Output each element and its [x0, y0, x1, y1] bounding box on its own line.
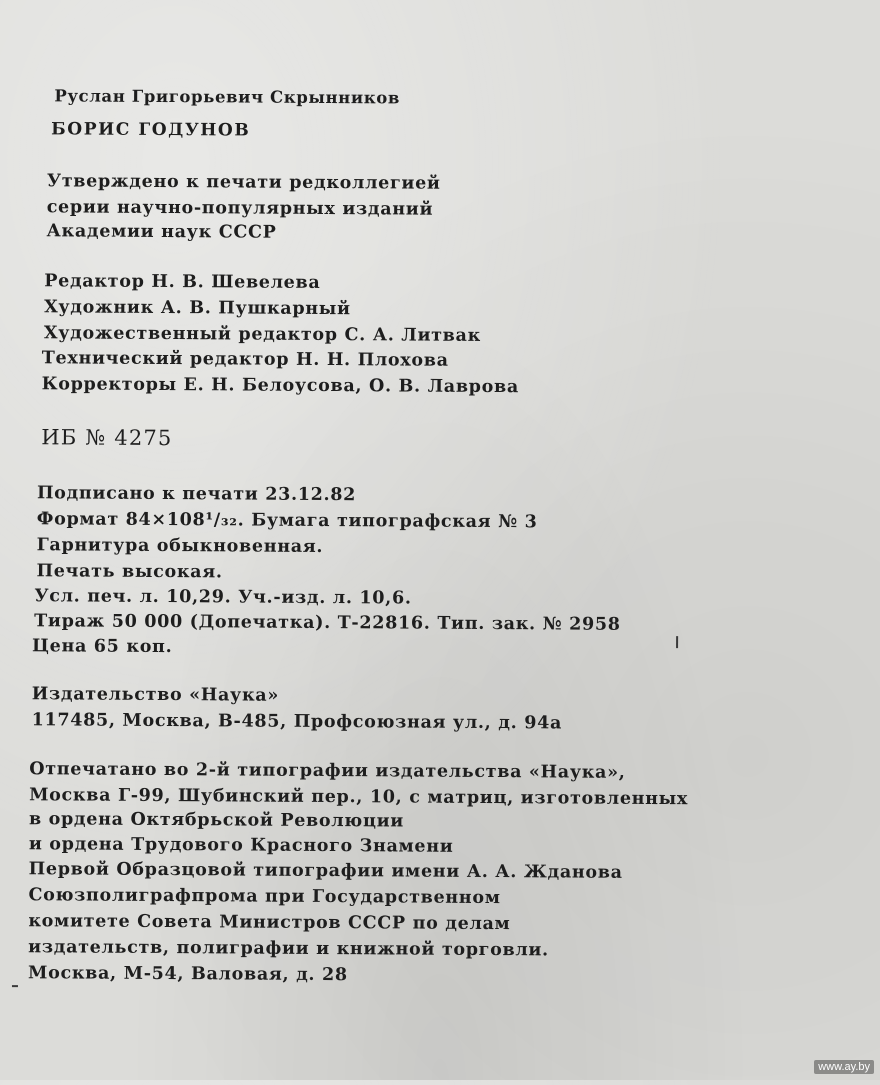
printer-line: и ордена Трудового Красного Знамени [28, 834, 454, 857]
publisher-address: 117485, Москва, В-485, Профсоюзная ул., д. 94а [31, 710, 563, 734]
approval-line: Академии наук СССР [46, 221, 277, 243]
print-run: Тираж 50 000 (Допечатка). Т-22816. Тип. зак. № 2958 [34, 611, 621, 635]
printer-line: Москва, М-54, Валовая, д. 28 [27, 963, 348, 986]
printer-line: издательств, полиграфии и книжной торговли. [28, 937, 549, 961]
printer-line: комитете Совета Министров СССР по делам [28, 911, 511, 935]
print-method: Печать высокая. [36, 561, 223, 583]
site-watermark: www.ay.by [814, 1060, 874, 1074]
credit-tech-editor: Технический редактор Н. Н. Плохова [41, 348, 449, 371]
author-name: Руслан Григорьевич Скрынников [54, 86, 400, 108]
print-sheets: Усл. печ. л. 10,29. Уч.-изд. л. 10,6. [34, 586, 412, 609]
ink-mark [12, 985, 18, 987]
print-typeface: Гарнитура обыкновенная. [36, 535, 324, 557]
publisher-name: Издательство «Наука» [31, 684, 280, 706]
printer-line: Первой Образцовой типографии имени А. А. Жданова [28, 859, 623, 883]
credit-artist: Художник А. В. Пушкарный [44, 297, 351, 320]
ink-mark [676, 636, 678, 648]
book-title: БОРИС ГОДУНОВ [51, 119, 251, 141]
printer-line: Союзполиграфпрома при Государственном [28, 885, 501, 909]
print-format: Формат 84×108¹/₃₂. Бумага типографская № 3 [36, 509, 538, 533]
printer-line: Москва Г-99, Шубинский пер., 10, с матриц, изготовленных [29, 785, 689, 810]
credit-editor: Редактор Н. В. Шевелева [44, 271, 321, 293]
approval-line: серии научно-популярных изданий [46, 197, 434, 220]
printer-line: в ордена Октябрьской Революции [28, 809, 405, 832]
credit-proofreaders: Корректоры Е. Н. Белоусова, О. В. Лаврова [41, 374, 519, 398]
print-signed-date: Подписано к печати 23.12.82 [36, 483, 357, 506]
printer-line: Отпечатано во 2-й типографии издательства «Наука», [29, 759, 626, 783]
credit-art-editor: Художественный редактор С. А. Литвак [43, 323, 482, 346]
print-price: Цена 65 коп. [31, 636, 173, 658]
ib-number: ИБ № 4275 [41, 425, 173, 451]
approval-line: Утверждено к печати редколлегией [46, 171, 441, 194]
